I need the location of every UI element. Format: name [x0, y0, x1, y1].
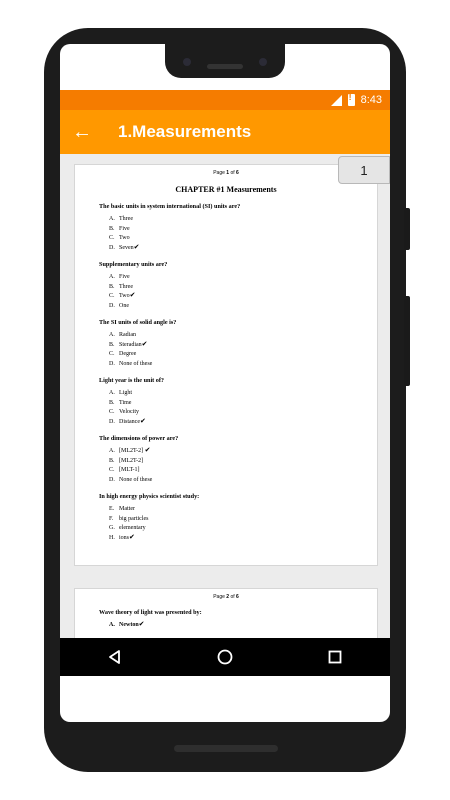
pdf-page-1 [74, 164, 378, 566]
question-text: In high energy physics scientist study: [99, 493, 200, 500]
status-time: 8:43 [360, 94, 382, 106]
question-text: Light year is the unit of? [99, 377, 165, 384]
question-4 [75, 377, 377, 426]
question-5 [75, 435, 377, 484]
bottom-bezel-pill [174, 745, 278, 752]
nav-recents-icon[interactable] [315, 638, 355, 676]
question-text: The dimensions of power are? [99, 435, 179, 442]
chapter-title: CHAPTER #1 Measurements [175, 185, 277, 194]
power-button [404, 208, 410, 250]
option: D. One [109, 302, 129, 309]
pdf-page-2 [74, 588, 378, 638]
option: H. ions✔ [109, 532, 135, 541]
page-header: Page 1 of 6 [213, 170, 239, 176]
page-header: Page 2 of 6 [213, 594, 239, 600]
nav-back-icon[interactable] [95, 638, 135, 676]
question-2 [75, 261, 377, 310]
system-nav-bar [60, 638, 390, 676]
question-6 [75, 493, 377, 542]
option: A. Five [109, 274, 130, 280]
option: F. big particles [109, 515, 149, 522]
option: A. Three [109, 216, 133, 222]
arrow-back-icon[interactable]: ← [72, 120, 92, 143]
volume-button [404, 296, 410, 386]
check-icon: ✔ [138, 620, 145, 628]
check-icon: ✔ [129, 291, 136, 299]
option: B. Steradian✔ [109, 339, 148, 348]
question-3 [75, 319, 377, 368]
battery-icon [348, 94, 355, 106]
camera-notch [165, 44, 285, 78]
option: A. Light [109, 390, 132, 396]
option: A. Newton✔ [109, 620, 145, 628]
question-text: The basic units in system international (SI) units are? [99, 203, 241, 210]
check-icon: ✔ [133, 242, 140, 251]
option: D. Distance✔ [109, 416, 146, 425]
option: D. None of these [109, 360, 153, 367]
option: E. Matter [109, 506, 135, 512]
question-1 [75, 203, 377, 252]
check-icon: ✔ [141, 339, 148, 348]
option: C. [MLT-1] [109, 467, 140, 473]
check-icon: ✔ [129, 532, 135, 541]
question-text: Wave theory of light was presented by: [99, 609, 202, 616]
status-bar [60, 90, 390, 110]
option: A. [ML2T-2] ✔ [109, 446, 151, 454]
option: B. Three [109, 283, 133, 290]
option: D. None of these [109, 476, 153, 483]
option: G. elementary [109, 525, 146, 531]
question-1 [75, 609, 377, 630]
page-number-badge[interactable]: 1 [338, 156, 390, 184]
option: B. [ML2T-2] [109, 457, 144, 464]
camera-icon [183, 58, 191, 66]
option: C. Degree [109, 351, 137, 357]
app-title: 1.Measurements [118, 122, 252, 141]
option: C. Two [109, 235, 130, 241]
app-bar [60, 110, 390, 154]
check-icon: ✔ [140, 416, 146, 425]
nav-home-icon[interactable] [205, 638, 245, 676]
check-icon: ✔ [144, 446, 151, 454]
signal-icon [331, 95, 342, 106]
option: D. Seven✔ [109, 242, 140, 251]
option: C. Velocity [109, 409, 139, 415]
pdf-viewer[interactable] [60, 154, 390, 638]
option: B. Time [109, 399, 132, 406]
speaker-grille [207, 64, 243, 69]
option: B. Five [109, 225, 130, 232]
option: A. Radian [109, 332, 136, 338]
camera-icon [259, 58, 267, 66]
option: C. Two✔ [109, 291, 136, 299]
question-text: Supplementary units are? [99, 261, 168, 268]
question-text: The SI units of solid angle is? [99, 319, 177, 326]
screen [60, 44, 390, 722]
